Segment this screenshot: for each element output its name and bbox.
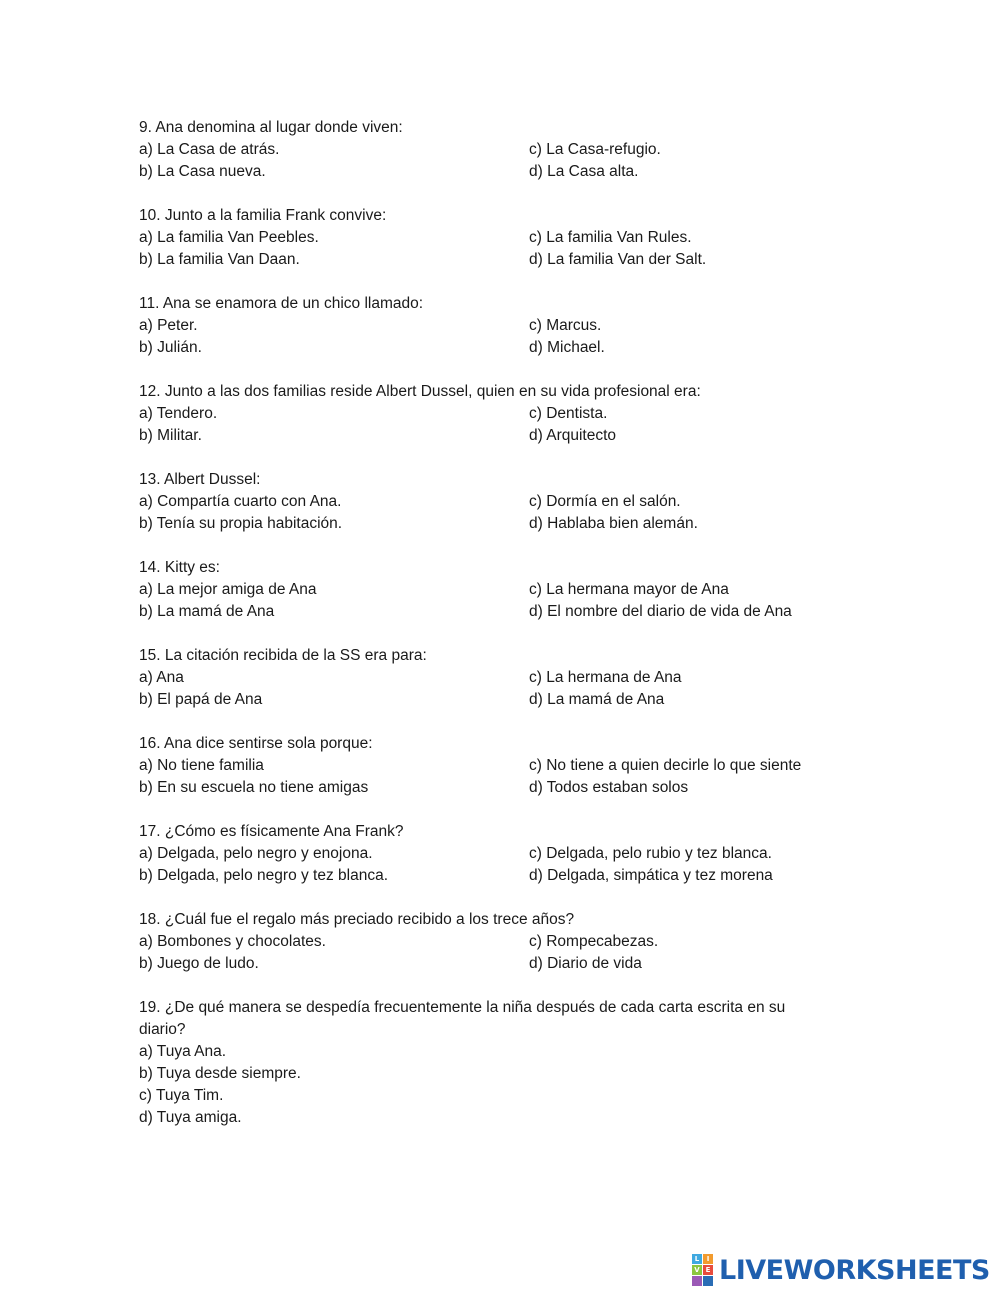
option-a[interactable]: a) La familia Van Peebles. — [139, 229, 319, 246]
option-c[interactable]: c) La hermana de Ana — [529, 669, 682, 686]
option-d[interactable]: d) El nombre del diario de vida de Ana — [529, 603, 792, 620]
option-c[interactable]: c) Rompecabezas. — [529, 933, 659, 950]
question-title: 18. ¿Cuál fue el regalo más preciado recibido a los trece años? — [139, 911, 575, 928]
question-12 — [139, 381, 859, 447]
option-d[interactable]: d) Todos estaban solos — [529, 779, 689, 796]
question-title: 9. Ana denomina al lugar donde viven: — [139, 119, 403, 136]
question-title: 13. Albert Dussel: — [139, 471, 261, 488]
question-14 — [139, 557, 859, 623]
question-title: 19. ¿De qué manera se despedía frecuentemente la niña después de cada carta escrita en su diario? — [139, 999, 786, 1038]
option-b[interactable]: b) Julián. — [139, 339, 202, 356]
option-c[interactable]: c) Dormía en el salón. — [529, 493, 681, 510]
option-d[interactable]: d) Hablaba bien alemán. — [529, 515, 698, 532]
option-b[interactable]: b) En su escuela no tiene amigas — [139, 779, 369, 796]
option-c[interactable]: c) La Casa-refugio. — [529, 141, 661, 158]
option-c[interactable]: c) No tiene a quien decirle lo que siente — [529, 757, 802, 774]
liveworksheets-logo — [692, 1255, 990, 1285]
option-d[interactable]: d) La familia Van der Salt. — [529, 251, 707, 268]
logo-text: LIVEWORKSHEETS — [719, 1254, 990, 1286]
option-b[interactable]: b) Delgada, pelo negro y tez blanca. — [139, 867, 389, 884]
option-a[interactable]: a) Tuya Ana. — [139, 1043, 227, 1060]
option-a[interactable]: a) La mejor amiga de Ana — [139, 581, 317, 598]
question-title: 11. Ana se enamora de un chico llamado: — [139, 295, 424, 312]
option-b[interactable]: b) El papá de Ana — [139, 691, 263, 708]
question-19 — [139, 997, 859, 1129]
option-a[interactable]: a) Ana — [139, 669, 184, 686]
question-title: 14. Kitty es: — [139, 559, 220, 576]
option-c[interactable]: c) Dentista. — [529, 405, 608, 422]
option-c[interactable]: c) Delgada, pelo rubio y tez blanca. — [529, 845, 772, 862]
question-title: 10. Junto a la familia Frank convive: — [139, 207, 387, 224]
question-title: 16. Ana dice sentirse sola porque: — [139, 735, 373, 752]
logo-blocks-icon: L I V E — [692, 1254, 713, 1286]
option-d[interactable]: d) Delgada, simpática y tez morena — [529, 867, 773, 884]
option-d[interactable]: d) Diario de vida — [529, 955, 642, 972]
question-title: 17. ¿Cómo es físicamente Ana Frank? — [139, 823, 404, 840]
option-b[interactable]: b) La mamá de Ana — [139, 603, 275, 620]
option-a[interactable]: a) La Casa de atrás. — [139, 141, 280, 158]
option-a[interactable]: a) Tendero. — [139, 405, 218, 422]
option-c[interactable]: c) La hermana mayor de Ana — [529, 581, 729, 598]
option-a[interactable]: a) Peter. — [139, 317, 198, 334]
option-d[interactable]: d) Michael. — [529, 339, 605, 356]
option-b[interactable]: b) Tenía su propia habitación. — [139, 515, 343, 532]
option-d[interactable]: d) Arquitecto — [529, 427, 617, 444]
option-b[interactable]: b) Tuya desde siempre. — [139, 1065, 301, 1082]
option-b[interactable]: b) Militar. — [139, 427, 202, 444]
option-c[interactable]: c) Tuya Tim. — [139, 1087, 224, 1104]
question-18 — [139, 909, 859, 975]
option-c[interactable]: c) Marcus. — [529, 317, 602, 334]
question-title: 15. La citación recibida de la SS era para: — [139, 647, 427, 664]
question-10 — [139, 205, 859, 271]
option-a[interactable]: a) No tiene familia — [139, 757, 264, 774]
option-b[interactable]: b) La Casa nueva. — [139, 163, 266, 180]
option-a[interactable]: a) Bombones y chocolates. — [139, 933, 326, 950]
question-13 — [139, 469, 859, 535]
option-d[interactable]: d) La mamá de Ana — [529, 691, 665, 708]
option-d[interactable]: d) La Casa alta. — [529, 163, 639, 180]
option-a[interactable]: a) Delgada, pelo negro y enojona. — [139, 845, 373, 862]
question-title: 12. Junto a las dos familias reside Albert Dussel, quien en su vida profesional era: — [139, 383, 701, 400]
question-15 — [139, 645, 859, 711]
option-b[interactable]: b) La familia Van Daan. — [139, 251, 300, 268]
option-a[interactable]: a) Compartía cuarto con Ana. — [139, 493, 342, 510]
option-b[interactable]: b) Juego de ludo. — [139, 955, 259, 972]
option-d[interactable]: d) Tuya amiga. — [139, 1109, 242, 1126]
question-11 — [139, 293, 859, 359]
question-9 — [139, 117, 859, 183]
question-16 — [139, 733, 859, 799]
option-c[interactable]: c) La familia Van Rules. — [529, 229, 692, 246]
worksheet — [139, 117, 859, 1151]
question-17 — [139, 821, 859, 887]
